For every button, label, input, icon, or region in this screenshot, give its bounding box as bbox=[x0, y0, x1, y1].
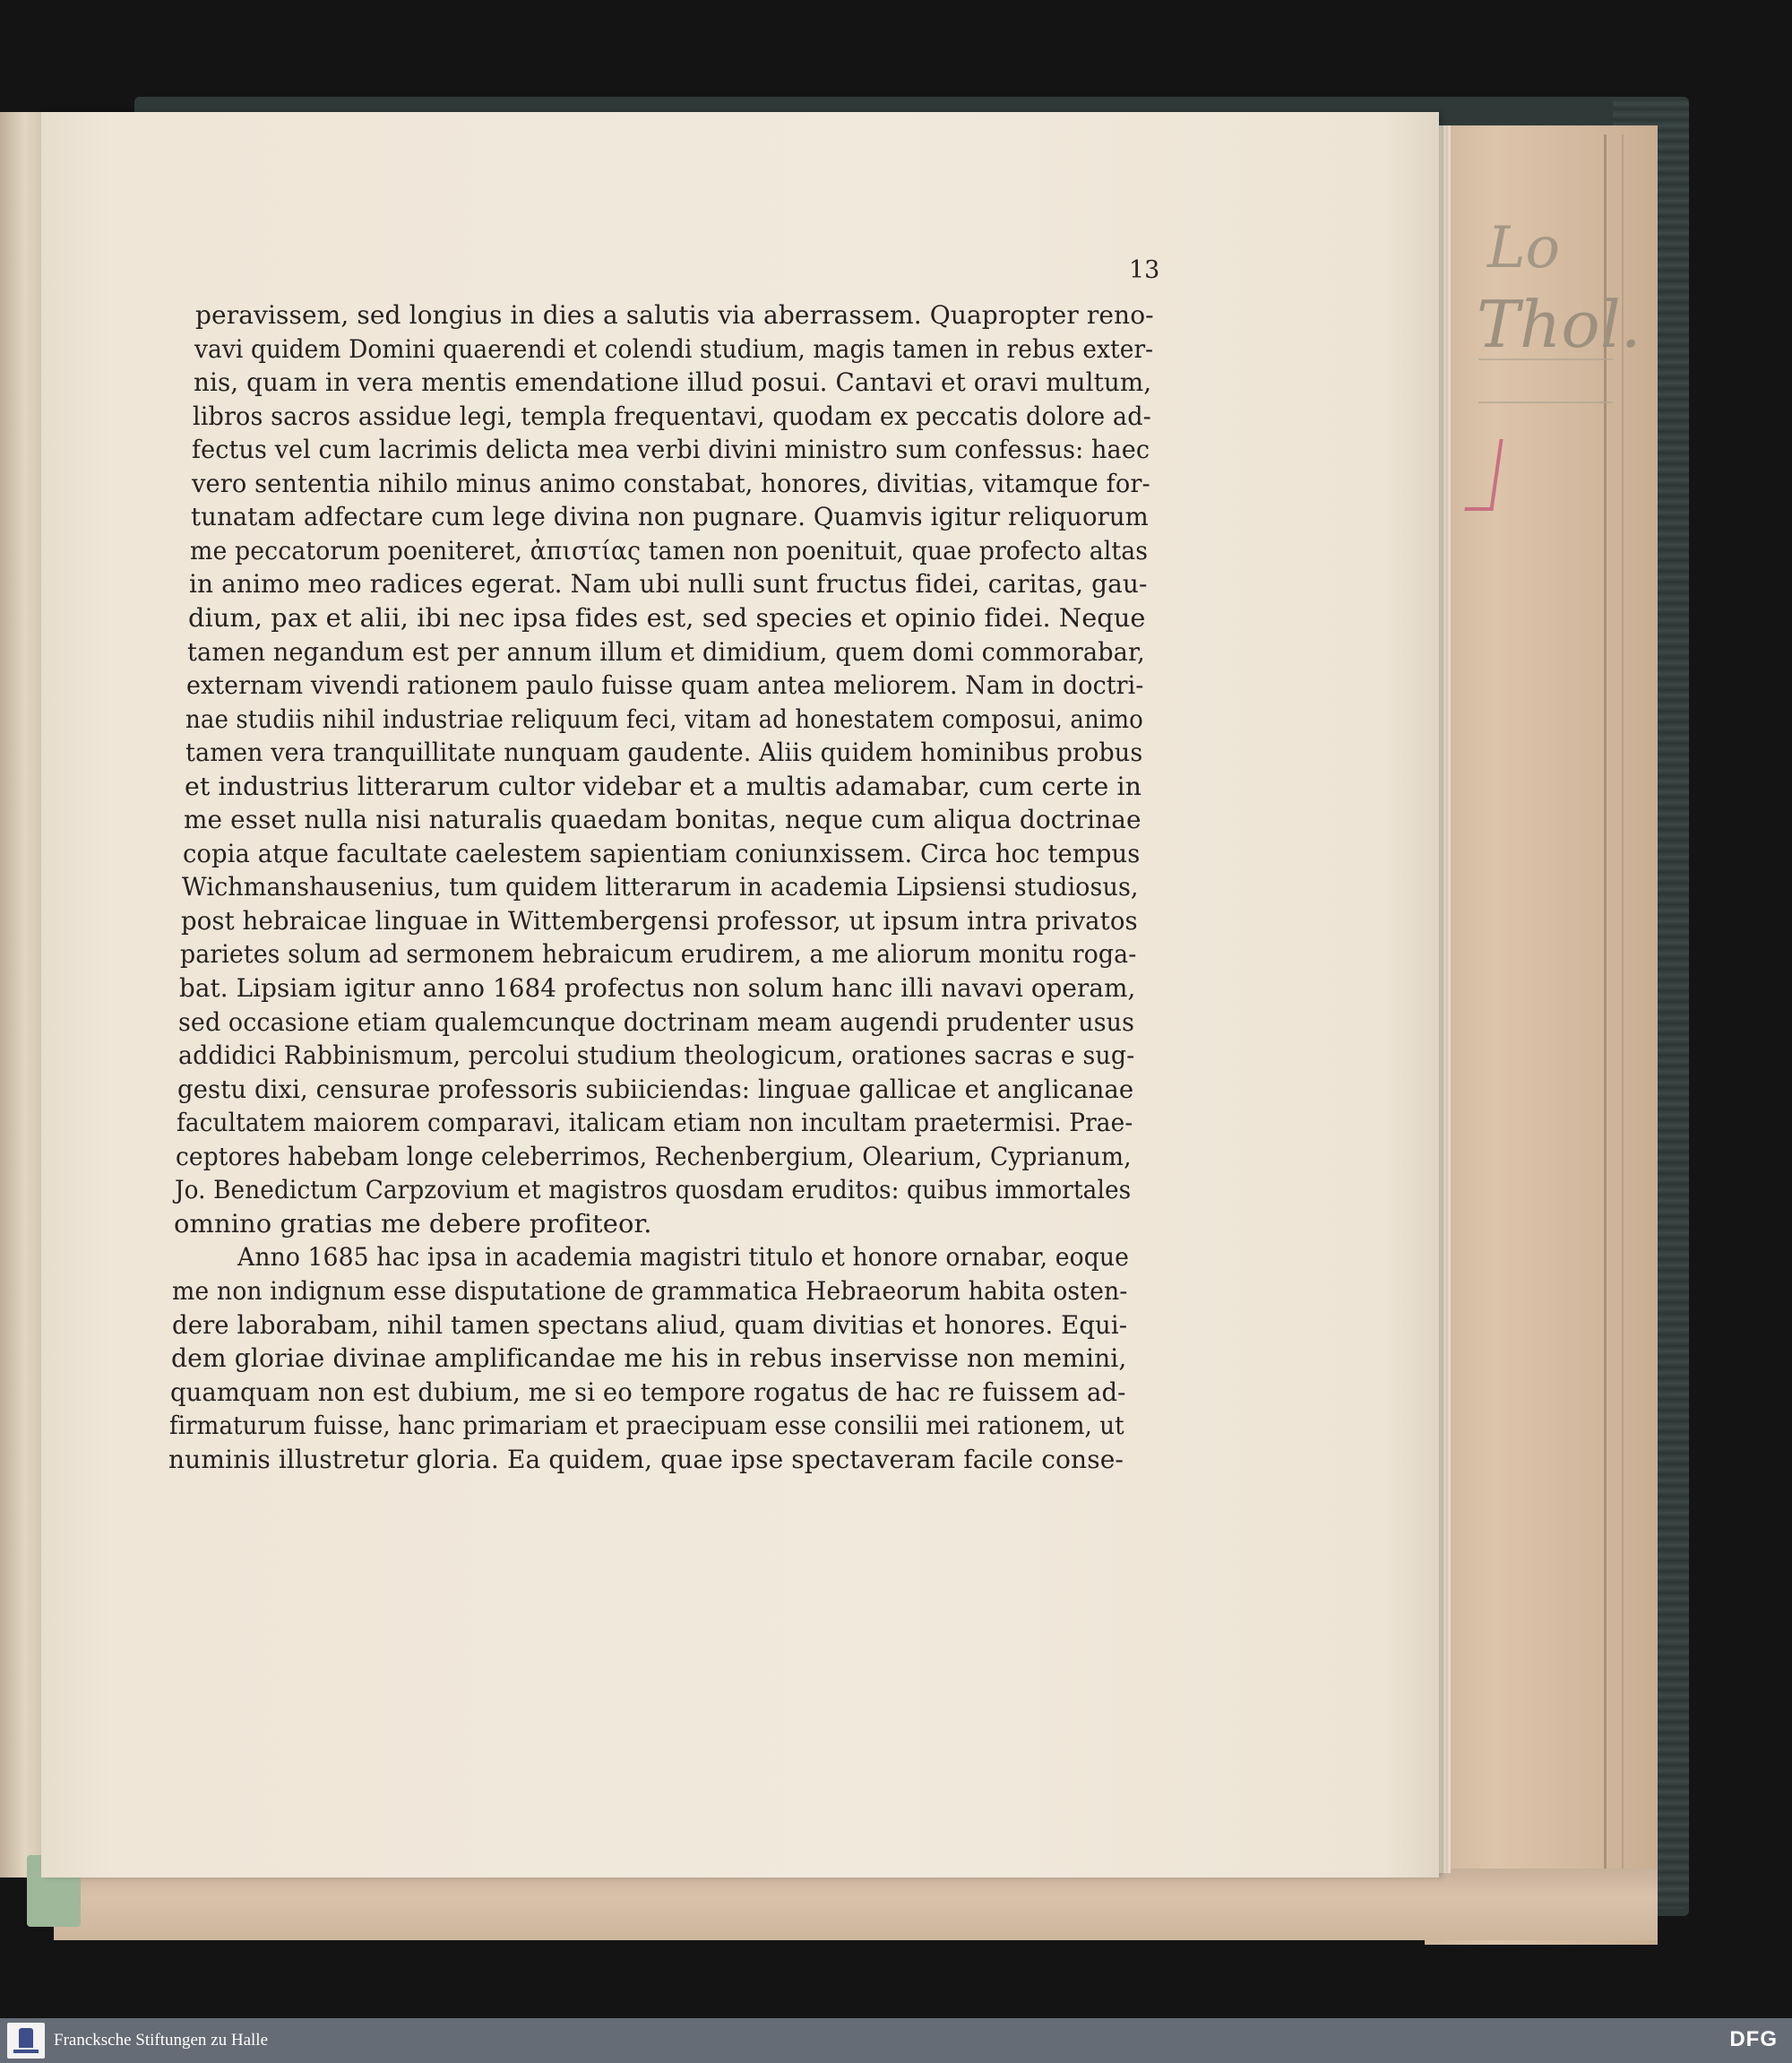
text-line: dere laborabam, nihil tamen spectans aliud, quam divitias et honores. Equi- bbox=[171, 1309, 1127, 1340]
text-line: me esset nulla nisi naturalis quaedam bonitas, neque cum aliqua doctrinae bbox=[183, 805, 1142, 835]
text-line: ceptores habebam longe celeberrimos, Rechenbergium, Olearium, Cyprianum, bbox=[175, 1141, 1132, 1171]
text-line: vavi quidem Domini quaerendi et colendi studium, magis tamen in rebus exter- bbox=[194, 333, 1154, 364]
handwritten-annotation: Lo bbox=[1487, 215, 1561, 281]
text-line: Jo. Benedictum Carpzovium et magistros quosdam eruditos: quibus immortales bbox=[175, 1175, 1132, 1205]
text-line: in animo meo radices egerat. Nam ubi nulli sunt fructus fidei, caritas, gau- bbox=[188, 569, 1148, 600]
text-line: sed occasione etiam qualemcunque doctrinam meam augendi prudenter usus bbox=[178, 1006, 1135, 1037]
text-line: quamquam non est dubium, me si eo tempore rogatus de hac re fuissem ad- bbox=[169, 1377, 1126, 1407]
text-line: facultatem maiorem comparavi, italicam etiam non incultam praetermisi. Prae- bbox=[176, 1108, 1133, 1138]
text-line: firmaturum fuisse, hanc primariam et praecipuam esse consilii mei rationem, ut bbox=[168, 1411, 1124, 1441]
handwritten-annotation: Thol. bbox=[1477, 287, 1641, 362]
text-line: vero sententia nihilo minus animo constabat, honores, divitias, vitamque for- bbox=[191, 468, 1150, 498]
text-line: libros sacros assidue legi, templa frequentavi, quodam ex peccatis dolore ad- bbox=[193, 401, 1152, 431]
text-line: nis, quam in vera mentis emendatione illud posui. Cantavi et oravi multum, bbox=[194, 367, 1152, 398]
text-line: me peccatorum poeniteret, ἀπιστίας tamen non poenituit, quae profecto altas bbox=[189, 535, 1148, 565]
text-line: tamen vera tranquillitate nunquam gaudente. Aliis quidem hominibus probus bbox=[185, 738, 1142, 768]
viewer-footer bbox=[0, 2018, 1792, 2063]
text-line: parietes solum ad sermonem hebraicum erudirem, a me aliorum monitu roga- bbox=[180, 939, 1137, 970]
text-line: dium, pax et alii, ibi nec ipsa fides est, sed species et opinio fidei. Neque bbox=[188, 602, 1146, 633]
text-line: nae studiis nihil industriae reliquum feci, vitam ad honestatem composui, animo bbox=[185, 703, 1144, 734]
text-line: gestu dixi, censurae professoris subiiciendas: linguae gallicae et anglicanae bbox=[177, 1074, 1133, 1104]
institution-name: Francksche Stiftungen zu Halle bbox=[54, 2031, 269, 2050]
text-line: omnino gratias me debere profiteor. bbox=[174, 1208, 652, 1239]
text-line: copia atque facultate caelestem sapientiam coniunxissem. Circa hoc tempus bbox=[182, 838, 1141, 868]
dfg-logo: DFG bbox=[1729, 2027, 1778, 2051]
text-line: tamen negandum est per annum illum et dimidium, quem domi commorabar, bbox=[187, 636, 1146, 667]
institution-logo-icon bbox=[7, 2023, 45, 2059]
page-number: 13 bbox=[1129, 256, 1160, 284]
text-line: addidici Rabbinismum, percolui studium theologicum, orationes sacras e sug- bbox=[177, 1040, 1134, 1071]
text-line: externam vivendi rationem paulo fuisse quam antea meliorem. Nam in doctri- bbox=[186, 670, 1144, 701]
text-line: bat. Lipsiam igitur anno 1684 profectus non solum hanc illi navavi operam, bbox=[179, 973, 1136, 1003]
text-line: fectus vel cum lacrimis delicta mea verbi divini ministro sum confessus: haec bbox=[192, 435, 1150, 465]
text-line: me non indignum esse disputatione de grammatica Hebraeorum habita osten- bbox=[172, 1275, 1128, 1306]
text-line: Wichmanshausenius, tum quidem litterarum in academia Lipsiensi studiosus, bbox=[182, 872, 1139, 902]
text-line: peravissem, sed longius in dies a salutis via aberrassem. Quapropter reno- bbox=[195, 300, 1154, 330]
text-line: tunatam adfectare cum lege divina non pugnare. Quamvis igitur reliquorum bbox=[190, 502, 1149, 532]
text-line: post hebraicae linguae in Wittembergensi professor, ut ipsum intra privatos bbox=[181, 905, 1138, 936]
text-line: dem gloriae divinae amplificandae me his in rebus inservisse non memini, bbox=[170, 1343, 1127, 1374]
text-line: Anno 1685 hac ipsa in academia magistri titulo et honore ornabar, eoque bbox=[237, 1242, 1130, 1273]
text-line: et industrius litterarum cultor videbar et a multis adamabar, cum certe in bbox=[184, 771, 1142, 801]
text-line: numinis illustretur gloria. Ea quidem, quae ipse spectaveram facile conse- bbox=[168, 1444, 1124, 1474]
